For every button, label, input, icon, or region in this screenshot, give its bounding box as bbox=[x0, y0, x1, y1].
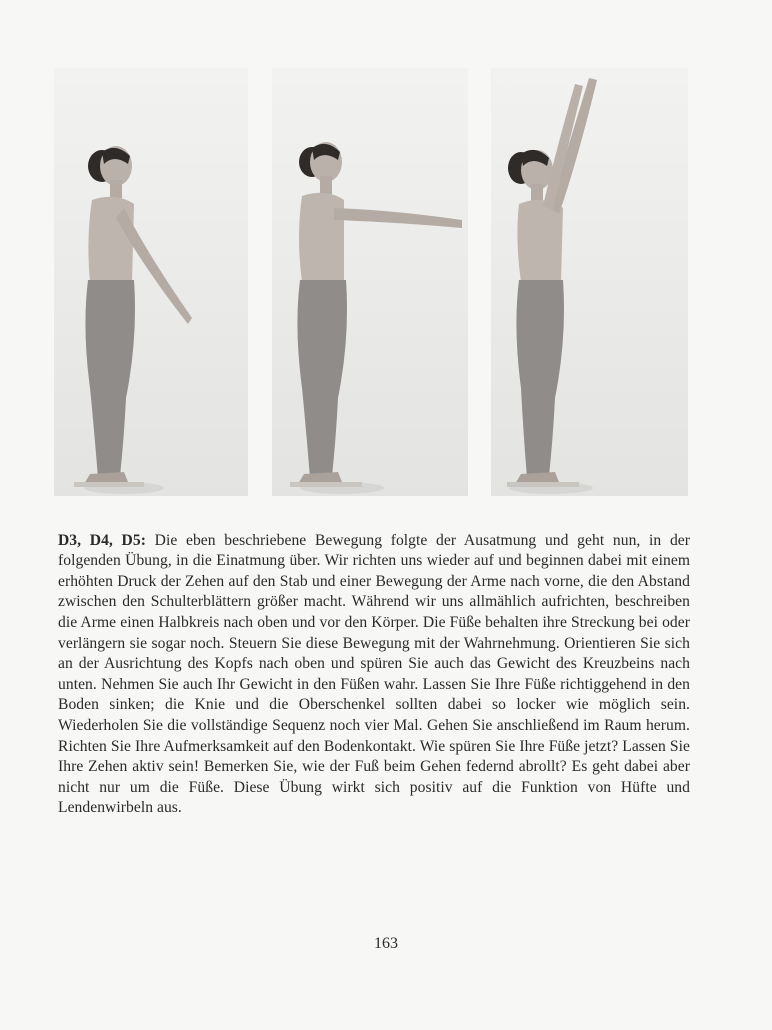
figure-arms-down bbox=[54, 68, 248, 496]
figure-arms-forward bbox=[272, 68, 468, 496]
page-number: 163 bbox=[374, 935, 398, 952]
exercise-description bbox=[58, 531, 690, 819]
photo-d5 bbox=[491, 68, 688, 496]
photo-d3 bbox=[54, 68, 248, 496]
description-body: Die eben beschriebene Bewegung folgte der Ausatmung und geht nun, in der folgenden Übung, in die Einatmung über. Wir richten uns wieder auf und beginnen dabei mit einem erhöhten Druck der Zehen auf den Stab und einer Bewegung der Arme nach vorne, die den Abstand zwischen den Schulterblättern größer macht. Während wir uns allmählich aufrichten, beschreiben die Arme einen Halbkreis nach oben und vor den Körper. Die Füße behalten ihre Streckung bei oder verlängern sie sogar noch. Steuern Sie diese Bewegung mit der Wahrnehmung. Orientieren Sie sich an der Ausrichtung des Kopfs nach oben und spüren Sie auch das Gewicht des Kreuzbeins nach unten. Nehmen Sie auch Ihr Gewicht in den Füßen wahr. Lassen Sie Ihre Füße richtiggehend in den Boden sinken; die Knie und die Oberschenkel sollten dabei so locker wie möglich sein. Wiederholen Sie die vollständige Sequenz noch vier Mal. Gehen Sie anschließend im Raum herum. Richten Sie Ihre Aufmerksamkeit auf den Bodenkontakt. Wie spüren Sie Ihre Füße jetzt? Lassen Sie Ihre Zehen aktiv sein! Bemerken Sie, wie der Fuß beim Gehen federnd abrollt? Es geht dabei aber nicht nur um die Füße. Diese Übung wirkt sich positiv auf die Funktion von Hüfte und Lendenwirbeln aus. bbox=[58, 531, 690, 817]
photo-d4 bbox=[272, 68, 468, 496]
figure-arms-up bbox=[491, 68, 688, 496]
exercise-labels: D3, D4, D5: bbox=[58, 531, 146, 549]
